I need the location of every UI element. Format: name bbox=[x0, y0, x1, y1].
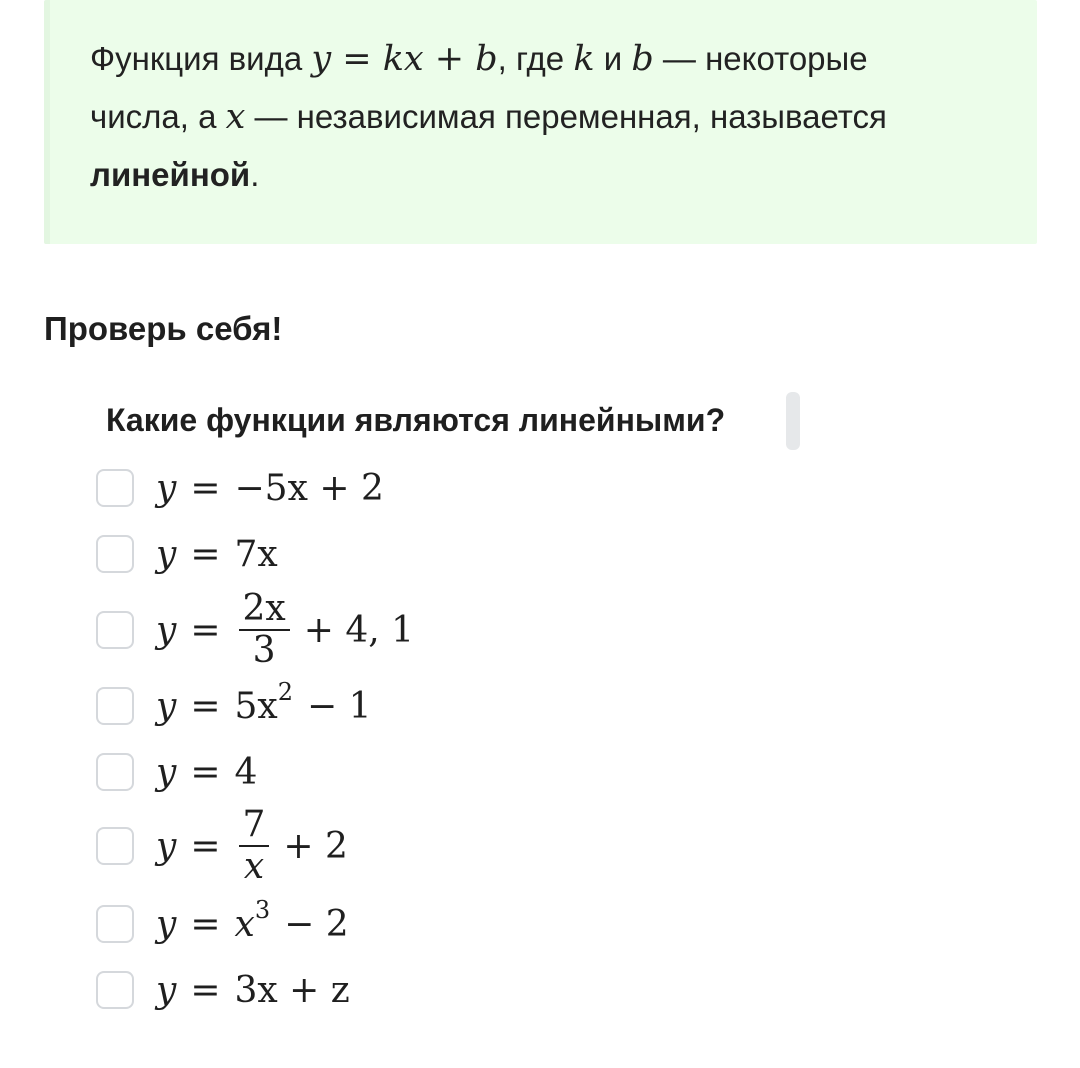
scrollbar-thumb[interactable] bbox=[786, 392, 800, 450]
formula-exponent: 2 bbox=[277, 678, 294, 706]
formula-equals: = bbox=[190, 467, 221, 509]
formula-equals: = bbox=[190, 903, 221, 945]
formula-lhs: y bbox=[156, 825, 177, 867]
fraction-denominator: x bbox=[243, 846, 265, 887]
fraction bbox=[239, 589, 290, 671]
formula-base: 5x bbox=[234, 685, 278, 727]
formula-equals: = bbox=[190, 825, 221, 867]
definition-text-part: и bbox=[594, 40, 632, 77]
formula-rhs: 3x + z bbox=[234, 969, 350, 1011]
check-yourself-heading: Проверь себя! bbox=[44, 310, 283, 347]
definition-term: линейной bbox=[90, 156, 251, 193]
formula-equals: = bbox=[190, 533, 221, 575]
definition-var-b: b bbox=[631, 39, 654, 79]
checkbox[interactable] bbox=[96, 971, 134, 1009]
formula-lhs: y bbox=[156, 533, 177, 575]
option-formula bbox=[156, 970, 350, 1011]
formula-tail: − 2 bbox=[284, 903, 349, 945]
formula-base: x bbox=[234, 903, 255, 945]
formula-tail: + 4, 1 bbox=[303, 609, 415, 651]
definition-formula: y = kx + b bbox=[311, 39, 498, 79]
formula-rhs: −5x + 2 bbox=[234, 467, 384, 509]
fraction-numerator: 2x bbox=[242, 588, 286, 629]
formula-lhs: y bbox=[156, 969, 177, 1011]
checkbox[interactable] bbox=[96, 687, 134, 725]
definition-text-part: числа, а bbox=[90, 98, 226, 135]
definition-text bbox=[90, 30, 990, 203]
definition-var-x: x bbox=[225, 97, 246, 137]
definition-box bbox=[44, 0, 1037, 244]
checkbox[interactable] bbox=[96, 905, 134, 943]
formula-tail: − 1 bbox=[307, 685, 372, 727]
formula-lhs: y bbox=[156, 685, 177, 727]
definition-text-part: — некоторые bbox=[653, 40, 868, 77]
option-formula bbox=[156, 896, 349, 945]
checkbox[interactable] bbox=[96, 611, 134, 649]
fraction-numerator: 7 bbox=[242, 804, 266, 845]
formula-lhs: y bbox=[156, 467, 177, 509]
option-formula bbox=[156, 468, 384, 509]
formula-tail: + 2 bbox=[283, 825, 348, 867]
answer-option-2[interactable] bbox=[96, 524, 278, 584]
definition-text-part: Функция вида bbox=[90, 40, 312, 77]
definition-text-part: , где bbox=[497, 40, 574, 77]
formula-equals: = bbox=[190, 751, 221, 793]
formula-rhs: 7x bbox=[234, 533, 278, 575]
answer-option-5[interactable] bbox=[96, 742, 257, 802]
formula-lhs: y bbox=[156, 751, 177, 793]
checkbox[interactable] bbox=[96, 753, 134, 791]
fraction bbox=[239, 805, 270, 887]
checkbox[interactable] bbox=[96, 827, 134, 865]
answer-option-4[interactable] bbox=[96, 676, 372, 736]
formula-equals: = bbox=[190, 609, 221, 651]
answer-option-8[interactable] bbox=[96, 960, 350, 1020]
definition-text-part: . bbox=[250, 156, 260, 193]
formula-exponent: 3 bbox=[254, 896, 271, 924]
formula-equals: = bbox=[190, 685, 221, 727]
answer-option-6[interactable] bbox=[96, 802, 348, 890]
definition-var-k: k bbox=[573, 39, 595, 79]
checkbox[interactable] bbox=[96, 469, 134, 507]
option-formula bbox=[156, 589, 414, 671]
option-formula bbox=[156, 534, 278, 575]
answer-option-7[interactable] bbox=[96, 894, 349, 954]
checkbox[interactable] bbox=[96, 535, 134, 573]
answer-option-3[interactable] bbox=[96, 586, 414, 674]
formula-equals: = bbox=[190, 969, 221, 1011]
option-formula bbox=[156, 805, 348, 887]
answer-option-1[interactable] bbox=[96, 458, 384, 518]
formula-lhs: y bbox=[156, 609, 177, 651]
formula-lhs: y bbox=[156, 903, 177, 945]
question-text: Какие функции являются линейными? bbox=[106, 402, 726, 438]
formula-rhs: 4 bbox=[234, 751, 258, 793]
fraction-denominator: 3 bbox=[252, 630, 276, 671]
definition-text-part: — независимая переменная, называется bbox=[245, 98, 887, 135]
option-formula bbox=[156, 678, 372, 727]
option-formula bbox=[156, 752, 257, 793]
